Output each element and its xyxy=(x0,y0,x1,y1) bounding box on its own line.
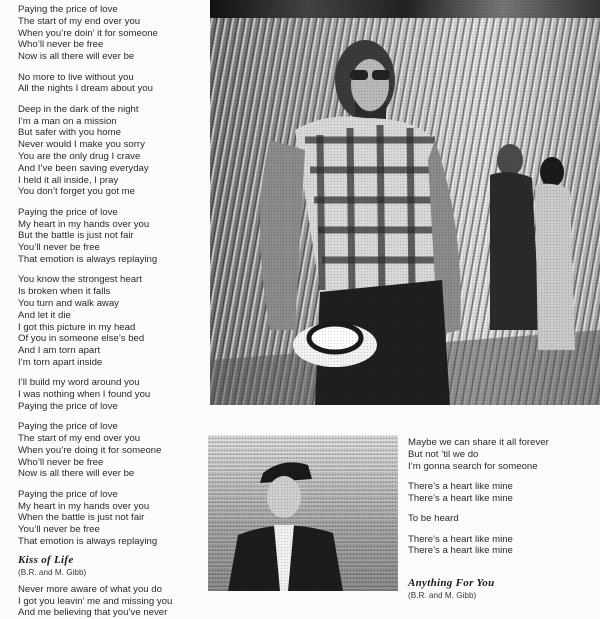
lyric-line: That emotion is always replaying xyxy=(18,536,158,548)
lyrics-left-lines xyxy=(18,4,203,548)
lyric-line: When the battle is just not fair xyxy=(18,512,145,524)
lyric-line: Paying the price of love xyxy=(18,4,118,15)
lyric-line: Is broken when it falls xyxy=(18,286,111,298)
stanza-gap xyxy=(18,480,203,489)
lyric-line: No more to live without you xyxy=(18,71,134,83)
lyric-line: I got you leavin’ me and missing you xyxy=(18,595,173,607)
halftone-overlay xyxy=(210,0,600,405)
lyric-line: There’s a heart like mine xyxy=(408,480,513,492)
lyric-line: Now is all there will ever be xyxy=(18,468,135,480)
small-photo-halftone xyxy=(208,435,398,591)
lyric-line: The start of my end over you xyxy=(18,15,141,27)
lyric-line: And I’ve been saving everyday xyxy=(18,162,149,174)
lyric-line: You don’t forget you got me xyxy=(18,186,135,198)
stanza-gap xyxy=(18,95,203,104)
lyric-line: You’ll never be free xyxy=(18,242,100,254)
lyrics-right-column xyxy=(408,437,593,607)
lyric-line: Never more aware of what you do xyxy=(18,583,162,595)
lyric-line: I was nothing when I found you xyxy=(18,389,151,401)
lyric-line: When you’re doin’ it for someone xyxy=(18,27,158,39)
lyric-line: But safer with you home xyxy=(18,127,121,139)
lyric-line: But the battle is just not fair xyxy=(18,230,134,242)
lyric-line: Paying the price of love xyxy=(18,421,118,433)
song-credit-anything-for-you: (B.R. and M. Gibb) xyxy=(408,591,477,601)
stanza-gap xyxy=(408,525,593,534)
lyric-line: There’s a heart like mine xyxy=(408,492,513,504)
main-photo-men-by-shutter xyxy=(210,0,600,405)
lyric-line: Who’ll never be free xyxy=(18,456,104,468)
lyric-line: Who’ll never be free xyxy=(18,39,104,51)
lyric-line: There’s a heart like mine xyxy=(408,545,513,557)
lyric-line: Paying the price of love xyxy=(18,206,118,218)
lyric-line: And I am torn apart xyxy=(18,345,101,357)
lyric-line: Paying the price of love xyxy=(18,400,118,412)
stanza-gap xyxy=(18,198,203,207)
lyric-line: But not ’til we do xyxy=(408,448,479,460)
lyric-line: I held it all inside, I pray xyxy=(18,174,119,186)
lyric-line: Never would I make you sorry xyxy=(18,139,145,151)
lyric-line: I’m gonna search for someone xyxy=(408,460,538,472)
stanza-gap xyxy=(408,472,593,481)
lyric-line: You turn and walk away xyxy=(18,297,119,309)
lyric-line: The start of my end over you xyxy=(18,433,141,445)
small-photo-man-in-cap xyxy=(208,435,398,591)
lyric-line: My heart in my hands over you xyxy=(18,218,150,230)
lyric-line: I got this picture in my head xyxy=(18,321,136,333)
lyric-line: When you’re doing it for someone xyxy=(18,444,162,456)
lyric-line: Maybe we can share it all forever xyxy=(408,437,549,448)
lyric-line: Now is all there will ever be xyxy=(18,51,135,63)
lyric-line: You are the only drug I crave xyxy=(18,150,141,162)
song-credit-kiss-of-life: (B.R. and M. Gibb) xyxy=(18,567,87,577)
stanza-gap xyxy=(18,63,203,72)
lyrics-left-column xyxy=(18,4,203,619)
lyric-line: You’ll never be free xyxy=(18,524,100,536)
lyric-line: That emotion is always replaying xyxy=(18,253,158,265)
lyric-line: There’s a heart like mine xyxy=(408,533,513,545)
stanza-gap xyxy=(408,505,593,514)
stanza-gap xyxy=(18,266,203,275)
lyric-line: And let it die xyxy=(18,309,71,321)
lyric-line: To be heard xyxy=(408,513,459,525)
lyric-line: Of you in someone else’s bed xyxy=(18,333,145,345)
song-title-anything-for-you: Anything For You xyxy=(408,577,495,590)
lyric-line: Deep in the dark of the night xyxy=(18,103,139,115)
stanza-gap xyxy=(18,369,203,378)
lyrics-right-lines xyxy=(408,437,593,557)
lyric-line: Paying the price of love xyxy=(18,488,118,500)
lyric-line: My heart in my hands over you xyxy=(18,500,150,512)
song-title-kiss-of-life: Kiss of Life xyxy=(18,553,74,566)
kiss-of-life-lyrics xyxy=(18,584,203,619)
lyric-line: I’m torn apart inside xyxy=(18,356,103,368)
lyric-line: I’m a man on a mission xyxy=(18,115,117,127)
lyric-line: I’ll build my word around you xyxy=(18,377,140,389)
stanza-gap xyxy=(18,413,203,422)
lyric-line: And me believing that you’ve never xyxy=(18,607,168,619)
lyric-line: All the nights I dream about you xyxy=(18,83,153,95)
lyric-line: You know the strongest heart xyxy=(18,274,142,286)
